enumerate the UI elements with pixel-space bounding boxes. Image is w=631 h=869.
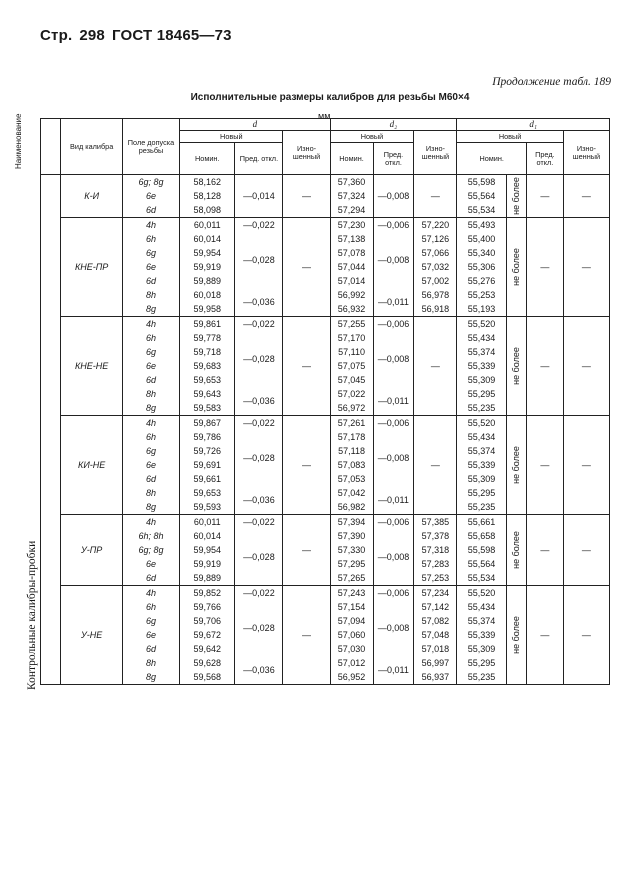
d1-nominal: 55,340 [457, 246, 506, 260]
d2-limit-dev: —0,006 [373, 416, 414, 431]
d2-worn: 56,978 [414, 288, 457, 302]
d2-nominal: 57,360 [330, 175, 373, 190]
d1-nominal: 55,400 [457, 232, 506, 246]
d1-nominal: 55,534 [457, 203, 506, 218]
d-worn: — [283, 175, 330, 218]
d-nominal: 59,593 [180, 500, 235, 515]
d-limit-dev: —0,028 [235, 430, 283, 486]
d-nominal: 59,583 [180, 401, 235, 416]
d-nominal: 59,718 [180, 345, 235, 359]
d2-nominal: 57,295 [330, 557, 373, 571]
d1-nominal: 55,295 [457, 387, 506, 401]
d1-nominal: 55,661 [457, 515, 506, 530]
d2-limit-dev: —0,011 [373, 486, 414, 515]
thread-tolerance: 6g [122, 444, 179, 458]
d-new-header: Новый [180, 131, 283, 143]
table-continuation-note: Продолжение табл. 189 [492, 76, 611, 88]
gauge-kind: КНЕ-ПР [61, 218, 122, 317]
d-nominal: 59,954 [180, 246, 235, 260]
d2-nominal: 57,075 [330, 359, 373, 373]
table-row [41, 515, 610, 530]
thread-tolerance: 4h [122, 586, 179, 601]
d-worn: — [283, 515, 330, 586]
d-limit-dev: —0,028 [235, 529, 283, 586]
d-limit-dev: —0,036 [235, 486, 283, 515]
d1-note-text: не более [511, 347, 522, 385]
d-nominal: 59,683 [180, 359, 235, 373]
d1-nominal: 55,598 [457, 175, 506, 190]
d-nominal: 60,018 [180, 288, 235, 302]
thread-tolerance: 4h [122, 515, 179, 530]
d1-nominal: 55,339 [457, 359, 506, 373]
table-caption: Исполнительные размеры калибров для резьбы М60×4 [190, 92, 470, 103]
d-worn-header: Изно- шенный [283, 131, 330, 175]
d1-nominal: 55,306 [457, 260, 506, 274]
d2-nominal: 57,230 [330, 218, 373, 233]
gauge-kind: У-НЕ [61, 586, 122, 685]
d2-worn: 57,032 [414, 260, 457, 274]
d-nominal: 59,958 [180, 302, 235, 317]
d2-nominal: 57,060 [330, 628, 373, 642]
d2-worn: 57,018 [414, 642, 457, 656]
d-worn: — [283, 586, 330, 685]
d1-limit-dev-header: Пред. откл. [526, 143, 563, 175]
d-nominal: 60,011 [180, 218, 235, 233]
d1-note [506, 175, 526, 218]
side-label-cell [41, 175, 61, 685]
d1-worn: — [563, 416, 609, 515]
d2-nominal: 57,042 [330, 486, 373, 500]
thread-tolerance: 8h [122, 288, 179, 302]
d2-limit-dev-header: Пред. откл. [373, 143, 414, 175]
d1-nominal: 55,564 [457, 189, 506, 203]
d2-worn: 57,142 [414, 600, 457, 614]
thread-tolerance: 6h [122, 232, 179, 246]
d2-worn: 57,048 [414, 628, 457, 642]
d2-nominal: 57,255 [330, 317, 373, 332]
d2-nominal: 56,992 [330, 288, 373, 302]
d-worn: — [283, 416, 330, 515]
d1-nominal: 55,235 [457, 500, 506, 515]
d2-nominal: 57,394 [330, 515, 373, 530]
d1-nominal: 55,339 [457, 458, 506, 472]
d2-limit-dev: —0,011 [373, 387, 414, 416]
tolerance-column-header: Поле допуска резьбы [122, 119, 179, 175]
d-limit-dev: —0,028 [235, 600, 283, 656]
d-limit-dev: —0,022 [235, 586, 283, 601]
d-limit-dev: —0,028 [235, 331, 283, 387]
d2-worn: 57,002 [414, 274, 457, 288]
thread-tolerance: 6e [122, 458, 179, 472]
table-row [41, 317, 610, 332]
thread-tolerance: 8h [122, 656, 179, 670]
thread-tolerance: 6g; 8g [122, 175, 179, 190]
d2-nominal: 57,330 [330, 543, 373, 557]
thread-tolerance: 6g [122, 246, 179, 260]
d1-nominal: 55,434 [457, 600, 506, 614]
d2-worn: 57,082 [414, 614, 457, 628]
thread-tolerance: 6g [122, 345, 179, 359]
d-nominal: 59,568 [180, 670, 235, 685]
d2-nominal: 56,982 [330, 500, 373, 515]
d1-note-text: не более [511, 446, 522, 484]
d1-limit-dev: — [526, 586, 563, 685]
gauge-kind: К-И [61, 175, 122, 218]
d-nominal: 58,128 [180, 189, 235, 203]
d2-worn: — [414, 175, 457, 218]
d-nominal: 59,653 [180, 373, 235, 387]
d1-note-text: не более [511, 248, 522, 286]
d2-worn: 57,378 [414, 529, 457, 543]
thread-tolerance: 6d [122, 642, 179, 656]
d2-worn: — [414, 416, 457, 515]
d2-limit-dev: —0,011 [373, 656, 414, 685]
d-nominal: 59,778 [180, 331, 235, 345]
d2-limit-dev: —0,006 [373, 218, 414, 233]
d2-nominal: 57,083 [330, 458, 373, 472]
thread-tolerance: 8g [122, 500, 179, 515]
d2-limit-dev: —0,008 [373, 529, 414, 586]
thread-tolerance: 6e [122, 628, 179, 642]
d2-nominal: 57,265 [330, 571, 373, 586]
d1-limit-dev: — [526, 175, 563, 218]
thread-tolerance: 6d [122, 472, 179, 486]
d2-nominal: 57,030 [330, 642, 373, 656]
d-nominal: 59,726 [180, 444, 235, 458]
thread-tolerance: 6h [122, 430, 179, 444]
d2-limit-dev: —0,008 [373, 600, 414, 656]
gauge-kind: КИ-НЕ [61, 416, 122, 515]
thread-tolerance: 6d [122, 571, 179, 586]
d1-note-text: не более [511, 616, 522, 654]
d2-limit-dev: —0,011 [373, 288, 414, 317]
d1-new-header: Новый [457, 131, 563, 143]
d2-nominal: 56,952 [330, 670, 373, 685]
d1-nominal: 55,374 [457, 614, 506, 628]
d-limit-dev: —0,022 [235, 416, 283, 431]
d1-nominal: 55,434 [457, 430, 506, 444]
d-limit-dev: —0,022 [235, 515, 283, 530]
d1-note-text: не более [511, 177, 522, 215]
thread-tolerance: 8h [122, 486, 179, 500]
thread-tolerance: 6h [122, 331, 179, 345]
d2-limit-dev: —0,008 [373, 430, 414, 486]
d2-nominal-header: Номин. [330, 143, 373, 175]
d1-limit-dev: — [526, 317, 563, 416]
d2-worn: 57,234 [414, 586, 457, 601]
d2-worn: 57,126 [414, 232, 457, 246]
thread-tolerance: 8h [122, 387, 179, 401]
d-nominal: 60,014 [180, 232, 235, 246]
d-limit-dev-header: Пред. откл. [235, 143, 283, 175]
d-nominal: 60,011 [180, 515, 235, 530]
d1-note [506, 515, 526, 586]
table-row [41, 586, 610, 601]
d1-nominal: 55,520 [457, 586, 506, 601]
d2-limit-dev: —0,006 [373, 317, 414, 332]
gauge-kind: КНЕ-НЕ [61, 317, 122, 416]
d2-nominal: 57,118 [330, 444, 373, 458]
d-nominal: 59,642 [180, 642, 235, 656]
d-worn: — [283, 317, 330, 416]
d1-worn: — [563, 586, 609, 685]
thread-tolerance: 6e [122, 557, 179, 571]
d2-nominal: 57,178 [330, 430, 373, 444]
d1-nominal: 55,253 [457, 288, 506, 302]
d2-worn: — [414, 317, 457, 416]
d2-worn: 57,253 [414, 571, 457, 586]
d2-nominal: 56,932 [330, 302, 373, 317]
d2-nominal: 57,138 [330, 232, 373, 246]
d1-note [506, 416, 526, 515]
d1-nominal: 55,374 [457, 345, 506, 359]
d-nominal: 59,766 [180, 600, 235, 614]
d-limit-dev: —0,022 [235, 317, 283, 332]
d2-nominal: 57,012 [330, 656, 373, 670]
d2-worn: 56,997 [414, 656, 457, 670]
d2-nominal: 57,170 [330, 331, 373, 345]
d2-worn: 57,318 [414, 543, 457, 557]
d1-worn: — [563, 218, 609, 317]
d2-worn: 57,066 [414, 246, 457, 260]
d2-worn: 56,937 [414, 670, 457, 685]
d-nominal: 58,098 [180, 203, 235, 218]
thread-tolerance: 6d [122, 274, 179, 288]
table-row [41, 416, 610, 431]
d2-worn: 57,385 [414, 515, 457, 530]
d-limit-dev: —0,036 [235, 387, 283, 416]
thread-tolerance: 6h; 8h [122, 529, 179, 543]
d2-nominal: 57,154 [330, 600, 373, 614]
d1-header: d₁ [457, 119, 610, 131]
d-nominal: 59,954 [180, 543, 235, 557]
d-nominal: 58,162 [180, 175, 235, 190]
d-nominal: 59,852 [180, 586, 235, 601]
thread-tolerance: 8g [122, 302, 179, 317]
d1-nominal: 55,598 [457, 543, 506, 557]
page-prefix: Стр. [40, 27, 73, 44]
d-nominal: 59,919 [180, 557, 235, 571]
d-nominal: 59,919 [180, 260, 235, 274]
d-nominal: 59,691 [180, 458, 235, 472]
standard-number: ГОСТ 18465—73 [111, 27, 232, 44]
d-limit-dev: —0,028 [235, 232, 283, 288]
d2-limit-dev: —0,006 [373, 515, 414, 530]
d-limit-dev: —0,022 [235, 218, 283, 233]
d2-worn-header: Изно- шенный [414, 131, 457, 175]
d1-nominal: 55,374 [457, 444, 506, 458]
d1-limit-dev: — [526, 218, 563, 317]
d1-nominal: 55,295 [457, 656, 506, 670]
page-header [40, 27, 239, 44]
thread-tolerance: 6d [122, 373, 179, 387]
d2-nominal: 57,243 [330, 586, 373, 601]
table-bottom-border [41, 685, 610, 686]
d-nominal: 59,786 [180, 430, 235, 444]
d1-nominal: 55,434 [457, 331, 506, 345]
d2-nominal: 57,045 [330, 373, 373, 387]
thread-tolerance: 4h [122, 218, 179, 233]
d2-nominal: 57,324 [330, 189, 373, 203]
d-worn: — [283, 218, 330, 317]
d-nominal: 59,706 [180, 614, 235, 628]
d2-nominal: 57,094 [330, 614, 373, 628]
d2-nominal: 56,972 [330, 401, 373, 416]
thread-tolerance: 6h [122, 600, 179, 614]
d-nominal: 59,861 [180, 317, 235, 332]
table-row [41, 175, 610, 190]
d1-note [506, 586, 526, 685]
thread-tolerance: 6e [122, 260, 179, 274]
d-header: d [180, 119, 330, 131]
d1-note-text: не более [511, 531, 522, 569]
d1-nominal: 55,534 [457, 571, 506, 586]
d2-worn: 57,220 [414, 218, 457, 233]
d1-limit-dev: — [526, 416, 563, 515]
thread-tolerance: 8g [122, 670, 179, 685]
d1-note [506, 317, 526, 416]
d-limit-dev: —0,036 [235, 656, 283, 685]
thread-tolerance: 6e [122, 359, 179, 373]
d1-nominal: 55,658 [457, 529, 506, 543]
d1-worn: — [563, 317, 609, 416]
d1-nominal: 55,276 [457, 274, 506, 288]
thread-tolerance: 6g; 8g [122, 543, 179, 557]
d2-nominal: 57,044 [330, 260, 373, 274]
d2-nominal: 57,022 [330, 387, 373, 401]
d-nominal: 59,867 [180, 416, 235, 431]
d2-nominal: 57,014 [330, 274, 373, 288]
d2-nominal: 57,390 [330, 529, 373, 543]
d-nominal: 59,628 [180, 656, 235, 670]
d1-nominal: 55,493 [457, 218, 506, 233]
d-limit-dev: —0,014 [235, 175, 283, 218]
thread-tolerance: 4h [122, 317, 179, 332]
d1-worn: — [563, 515, 609, 586]
d1-worn-header: Изно- шенный [563, 131, 609, 175]
d-nominal-header: Номин. [180, 143, 235, 175]
d-nominal: 60,014 [180, 529, 235, 543]
d2-worn: 56,918 [414, 302, 457, 317]
thread-tolerance: 4h [122, 416, 179, 431]
d2-nominal: 57,053 [330, 472, 373, 486]
d-limit-dev: —0,036 [235, 288, 283, 317]
d1-nominal: 55,309 [457, 373, 506, 387]
d1-note [506, 218, 526, 317]
gauge-dimensions-table [40, 118, 610, 685]
d-nominal: 59,643 [180, 387, 235, 401]
table-row [41, 218, 610, 233]
d2-worn: 57,283 [414, 557, 457, 571]
d1-nominal: 55,309 [457, 642, 506, 656]
d2-limit-dev: —0,006 [373, 586, 414, 601]
d1-nominal: 55,235 [457, 401, 506, 416]
d1-nominal: 55,295 [457, 486, 506, 500]
d1-nominal-header: Номин. [457, 143, 527, 175]
d1-nominal: 55,520 [457, 416, 506, 431]
d2-limit-dev: —0,008 [373, 331, 414, 387]
thread-tolerance: 8g [122, 401, 179, 416]
d2-nominal: 57,078 [330, 246, 373, 260]
d1-limit-dev: — [526, 515, 563, 586]
d1-nominal: 55,235 [457, 670, 506, 685]
d1-nominal: 55,309 [457, 472, 506, 486]
kind-column-header: Вид калибра [61, 119, 122, 175]
d-nominal: 59,672 [180, 628, 235, 642]
thread-tolerance: 6d [122, 203, 179, 218]
d1-nominal: 55,564 [457, 557, 506, 571]
page-number: 298 [79, 27, 105, 44]
name-column-header [41, 119, 61, 175]
unit-label: мм [318, 111, 331, 121]
d2-limit-dev: —0,008 [373, 232, 414, 288]
d1-nominal: 55,339 [457, 628, 506, 642]
d-nominal: 59,889 [180, 274, 235, 288]
thread-tolerance: 6e [122, 189, 179, 203]
d-nominal: 59,653 [180, 486, 235, 500]
d2-nominal: 57,110 [330, 345, 373, 359]
d1-worn: — [563, 175, 609, 218]
d2-nominal: 57,294 [330, 203, 373, 218]
gauge-kind: У-ПР [61, 515, 122, 586]
d1-nominal: 55,193 [457, 302, 506, 317]
d2-header: d₂ [330, 119, 457, 131]
d2-nominal: 57,261 [330, 416, 373, 431]
thread-tolerance: 6g [122, 614, 179, 628]
d1-nominal: 55,520 [457, 317, 506, 332]
d2-limit-dev: —0,008 [373, 175, 414, 218]
d-nominal: 59,661 [180, 472, 235, 486]
d-nominal: 59,889 [180, 571, 235, 586]
d2-new-header: Новый [330, 131, 414, 143]
